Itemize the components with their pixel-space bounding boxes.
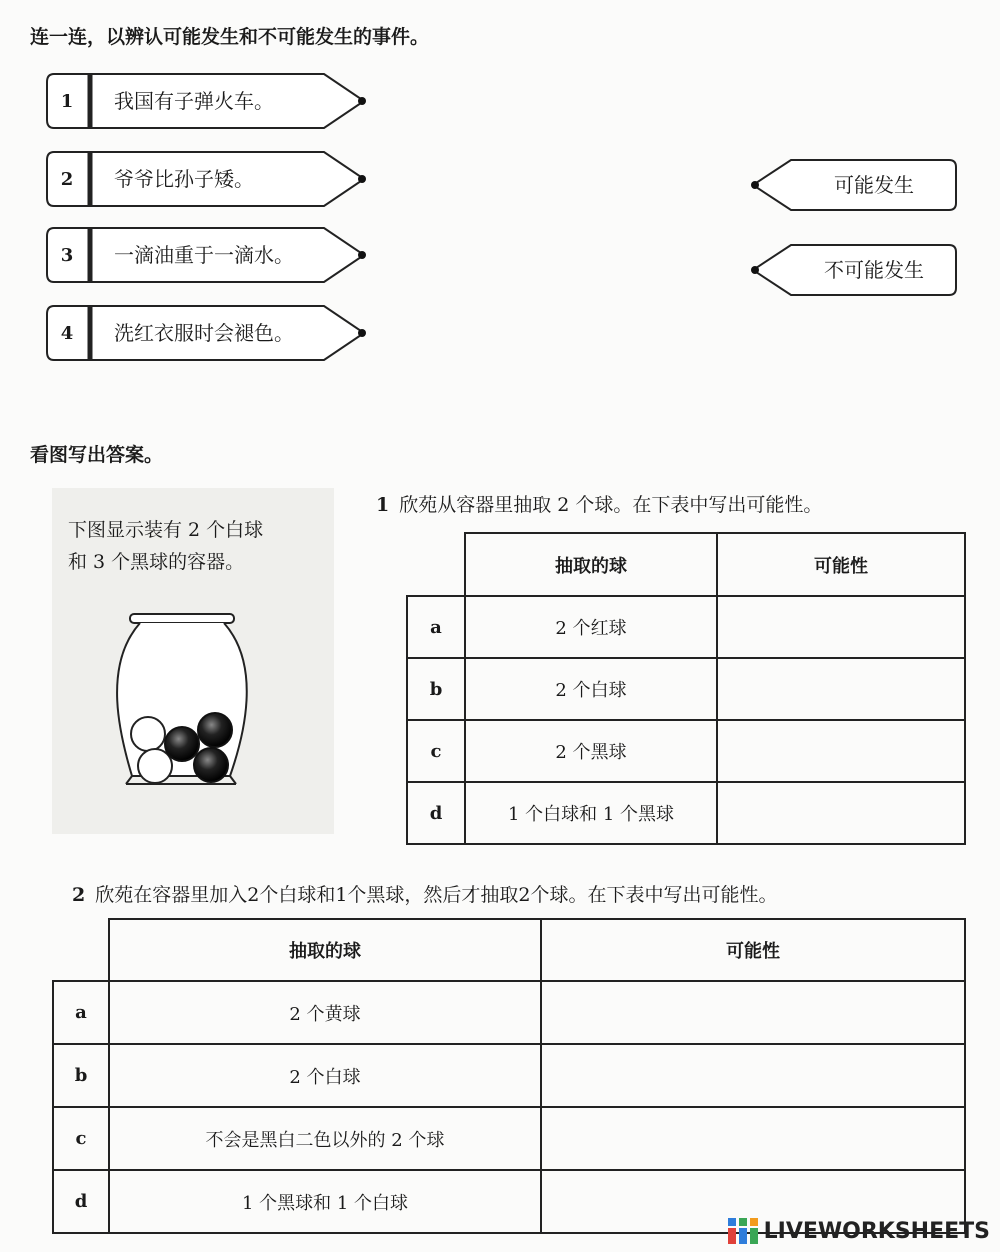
statement-pencil-2[interactable]: [44, 148, 374, 210]
liveworksheets-logo: [728, 1218, 990, 1244]
row-label: a: [53, 981, 109, 1044]
table-row: [53, 1044, 965, 1107]
ball-cell: 2 个白球: [109, 1044, 541, 1107]
black-ball-icon: [165, 727, 199, 761]
answer-cell[interactable]: [717, 596, 965, 658]
ball-cell: 2 个黑球: [465, 720, 717, 782]
question-1-text: 欣苑从容器里抽取 2 个球。在下表中写出可能性。: [399, 494, 823, 516]
row-label: b: [407, 658, 465, 720]
answer-cell[interactable]: [541, 981, 965, 1044]
table-q1: [406, 532, 966, 845]
header-possibility: 可能性: [541, 919, 965, 981]
answer-cell[interactable]: [541, 1044, 965, 1107]
target-label: 不可能发生: [824, 258, 924, 282]
statement-text: 我国有子弹火车。: [114, 89, 274, 113]
table-row: [407, 782, 965, 844]
target-impossible[interactable]: [749, 241, 959, 299]
table-row: [53, 981, 965, 1044]
instruction-heading-2: 看图写出答案。: [30, 444, 164, 466]
row-label: b: [53, 1044, 109, 1107]
header-ball: 抽取的球: [109, 919, 541, 981]
statement-pencil-4[interactable]: [44, 302, 374, 364]
answer-cell[interactable]: [717, 658, 965, 720]
ball-cell: 1 个黑球和 1 个白球: [109, 1170, 541, 1233]
table-row: [407, 720, 965, 782]
answer-cell[interactable]: [717, 782, 965, 844]
table-row: [407, 596, 965, 658]
row-label: c: [53, 1107, 109, 1170]
white-ball-icon: [138, 749, 172, 783]
ball-cell: 2 个白球: [465, 658, 717, 720]
black-ball-icon: [194, 748, 228, 782]
row-label: d: [53, 1170, 109, 1233]
answer-cell[interactable]: [717, 720, 965, 782]
statement-text: 洗红衣服时会褪色。: [114, 321, 294, 345]
jar-caption-line-1: 下图显示装有 2 个白球: [68, 519, 264, 541]
jar-illustration: [52, 488, 334, 834]
statement-number: 3: [60, 244, 74, 266]
ball-cell: 2 个黄球: [109, 981, 541, 1044]
logo-grid-icon: [728, 1218, 758, 1244]
header-possibility: 可能性: [717, 533, 965, 596]
empty-corner: [53, 919, 109, 981]
statement-number: 4: [60, 322, 74, 344]
statement-pencil-1[interactable]: [44, 70, 374, 132]
question-2-number: 2: [72, 884, 86, 906]
black-ball-icon: [198, 713, 232, 747]
row-label: c: [407, 720, 465, 782]
answer-cell[interactable]: [541, 1107, 965, 1170]
question-2: [72, 880, 778, 907]
target-possible[interactable]: [749, 156, 959, 214]
table-row: [53, 1107, 965, 1170]
jar-caption-line-2: 和 3 个黑球的容器。: [68, 551, 245, 573]
white-ball-icon: [131, 717, 165, 751]
table-q2: [52, 918, 966, 1234]
question-1: [376, 490, 822, 517]
table-row: [407, 658, 965, 720]
header-ball: 抽取的球: [465, 533, 717, 596]
instruction-heading-1: 连一连，以辨认可能发生和不可能发生的事件。: [30, 26, 430, 48]
empty-corner: [407, 533, 465, 596]
statement-text: 一滴油重于一滴水。: [114, 243, 294, 267]
row-label: d: [407, 782, 465, 844]
target-label: 可能发生: [834, 173, 914, 197]
statement-text: 爷爷比孙子矮。: [114, 167, 254, 191]
statement-number: 2: [60, 168, 74, 190]
ball-cell: 1 个白球和 1 个黑球: [465, 782, 717, 844]
question-2-text: 欣苑在容器里加入2个白球和1个黑球，然后才抽取2个球。在下表中写出可能性。: [95, 884, 778, 906]
jar-icon: [112, 606, 262, 796]
ball-cell: 2 个红球: [465, 596, 717, 658]
jar-caption: [68, 514, 263, 578]
logo-text: LIVEWORKSHEETS: [763, 1218, 990, 1244]
statement-number: 1: [60, 90, 74, 112]
ball-cell: 不会是黑白二色以外的 2 个球: [109, 1107, 541, 1170]
row-label: a: [407, 596, 465, 658]
question-1-number: 1: [376, 494, 390, 516]
statement-pencil-3[interactable]: [44, 224, 374, 286]
